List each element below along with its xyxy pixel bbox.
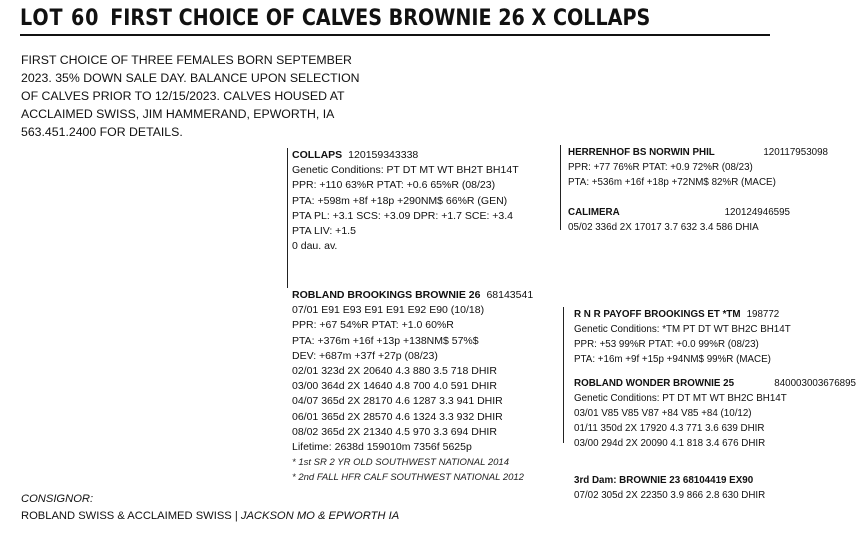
description-line: 563.451.2400 FOR DETAILS. (21, 125, 183, 139)
sire-sire-detail: PPR: +77 76%R PTAT: +0.9 72%R (08/23) (568, 162, 753, 173)
dam-dam-block (574, 376, 856, 451)
dam-dam-detail: 03/01 V85 V85 V87 +84 V85 +84 (10/12) (574, 408, 752, 419)
consignor-location: JACKSON MO & EPWORTH IA (240, 510, 400, 522)
sire-sire-name: HERRENHOF BS NORWIN PHIL (568, 147, 715, 158)
dam-sire-registration: 198772 (746, 309, 780, 320)
dam-dam-name: ROBLAND WONDER BROWNIE 25 (574, 378, 735, 389)
sire-dam-block (568, 205, 790, 235)
third-dam-block (574, 473, 814, 503)
consignor-name: ROBLAND SWISS & ACCLAIMED SWISS (21, 510, 232, 522)
dam-detail: DEV: +687m +37f +27p (08/23) (292, 349, 438, 362)
dam-sire-block (574, 307, 791, 367)
pedigree-connector-dam-parents (563, 307, 564, 443)
sire-block (292, 148, 562, 254)
dam-sire-detail: PTA: +16m +9f +15p +94NM$ 99%R (MACE) (574, 354, 771, 365)
sire-detail: PPR: +110 63%R PTAT: +0.6 65%R (08/23) (292, 179, 496, 192)
pedigree-connector-sire (287, 148, 288, 288)
dam-dam-detail: 01/11 350d 2X 17920 4.3 771 3.6 639 DHIR (574, 423, 765, 434)
sire-detail: PTA LIV: +1.5 (292, 225, 356, 238)
dam-sire-detail: Genetic Conditions: *TM PT DT WT BH2C BH14T (574, 324, 791, 335)
description-line: OF CALVES PRIOR TO 12/15/2023. CALVES HOUSED AT (21, 89, 345, 103)
dam-detail: 06/01 365d 2X 28570 4.6 1324 3.3 932 DHIR (292, 410, 503, 423)
sire-registration: 120159343338 (348, 149, 419, 161)
dam-dam-detail: Genetic Conditions: PT DT MT WT BH2C BH14T (574, 393, 787, 404)
sire-name: COLLAPS (292, 149, 343, 161)
description-line: FIRST CHOICE OF THREE FEMALES BORN SEPTEMBER (21, 53, 352, 67)
dam-detail: 08/02 365d 2X 21340 4.5 970 3.3 694 DHIR (292, 425, 497, 438)
dam-detail: 03/00 364d 2X 14640 4.8 700 4.0 591 DHIR (292, 380, 497, 393)
headline-row (20, 6, 650, 32)
description-line: 2023. 35% DOWN SALE DAY. BALANCE UPON SELECTION (21, 71, 360, 85)
dam-detail: Lifetime: 2638d 159010m 7356f 5625p (292, 441, 472, 454)
dam-dam-registration: 840003003676895 (774, 378, 856, 389)
dam-detail: 04/07 365d 2X 28170 4.6 1287 3.3 941 DHIR (292, 395, 503, 408)
consignor-block (21, 491, 399, 525)
consignor-separator: | (234, 510, 238, 522)
lot-number: LOT 60 (20, 6, 100, 31)
sire-dam-registration: 120124946595 (724, 207, 790, 218)
dam-block (292, 288, 562, 486)
sire-sire-detail: PTA: +536m +16f +18p +72NM$ 82%R (MACE) (568, 177, 776, 188)
dam-dam-detail: 03/00 294d 2X 20090 4.1 818 3.4 676 DHIR (574, 438, 766, 449)
dam-registration: 68143541 (486, 289, 534, 301)
dam-detail: PTA: +376m +16f +13p +138NM$ 57%$ (292, 334, 479, 347)
dam-detail: 02/01 323d 2X 20640 4.3 880 3.5 718 DHIR (292, 365, 497, 378)
consignor-label: CONSIGNOR: (21, 493, 94, 505)
dam-sire-name: R N R PAYOFF BROOKINGS ET *TM (574, 309, 741, 320)
sire-sire-block (568, 145, 828, 190)
description-line: ACCLAIMED SWISS, JIM HAMMERAND, EPWORTH, IA (21, 107, 335, 121)
dam-name: ROBLAND BROOKINGS BROWNIE 26 (292, 289, 481, 301)
dam-detail: PPR: +67 54%R PTAT: +1.0 60%R (292, 319, 454, 332)
sire-sire-registration: 120117953098 (763, 147, 828, 158)
dam-detail: 07/01 E91 E93 E91 E91 E92 E90 (10/18) (292, 304, 485, 317)
sire-detail: PTA: +598m +8f +18p +290NM$ 66%R (GEN) (292, 194, 508, 207)
third-dam-detail: 07/02 305d 2X 22350 3.9 866 2.8 630 DHIR (574, 490, 766, 501)
sire-detail: PTA PL: +3.1 SCS: +3.09 DPR: +1.7 SCE: +3.4 (292, 209, 514, 222)
dam-note: * 2nd FALL HFR CALF SOUTHWEST NATIONAL 2012 (292, 472, 524, 484)
sire-detail: 0 dau. av. (292, 240, 338, 253)
sire-dam-name: CALIMERA (568, 207, 620, 218)
dam-note: * 1st SR 2 YR OLD SOUTHWEST NATIONAL 2014 (292, 457, 509, 469)
lot-description (21, 51, 371, 141)
lot-header (20, 6, 770, 36)
sire-dam-detail: 05/02 336d 2X 17017 3.7 632 3.4 586 DHIA (568, 222, 759, 233)
sire-detail: Genetic Conditions: PT DT MT WT BH2T BH14T (292, 164, 519, 177)
lot-title: FIRST CHOICE OF CALVES BROWNIE 26 X COLLAPS (110, 6, 651, 31)
third-dam-name: 3rd Dam: BROWNIE 23 68104419 EX90 (574, 475, 754, 486)
dam-sire-detail: PPR: +53 99%R PTAT: +0.0 99%R (08/23) (574, 339, 759, 350)
